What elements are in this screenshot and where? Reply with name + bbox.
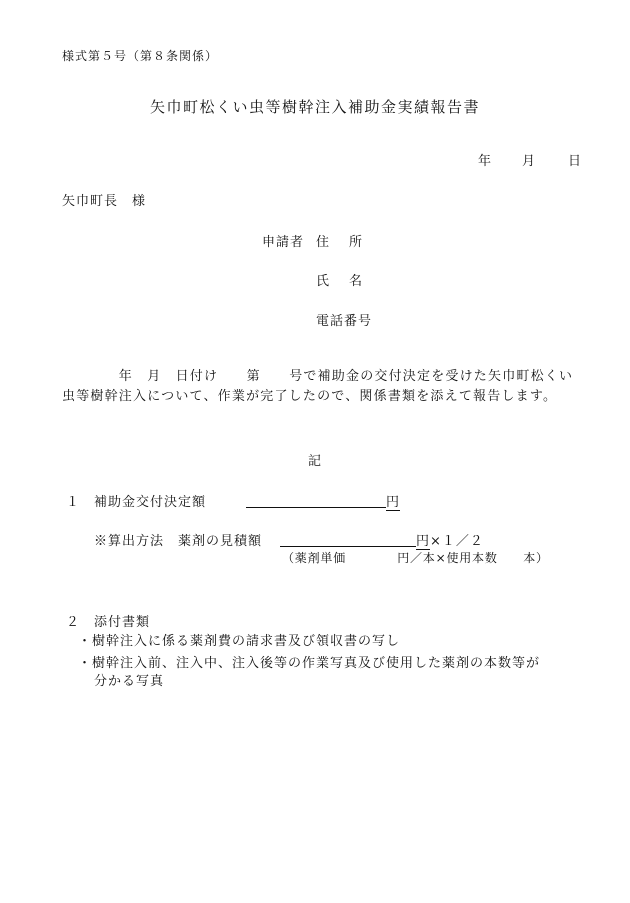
item2-label: 添付書類 [94, 615, 151, 630]
addressee: 矢巾町長 様 [62, 194, 147, 209]
name-label: 氏名 [316, 274, 383, 289]
calc-formula: ×１／２ [430, 534, 484, 549]
item1-label: 補助金交付決定額 [94, 495, 207, 510]
item2-number: ２ [66, 615, 81, 630]
form-number: 様式第５号（第８条関係） [62, 49, 219, 63]
date-day: 日 [568, 154, 583, 169]
item1-yen: 円 [386, 491, 400, 511]
document-title: 矢巾町松くい虫等樹幹注入補助金実績報告書 [149, 98, 480, 116]
calc-method-label: ※算出方法 薬剤の見積額 [94, 534, 263, 549]
phone-label: 電話番号 [316, 314, 373, 329]
calc-yen: 円 [416, 534, 431, 549]
calc-yen-formula [416, 530, 484, 549]
report-body-text: 年 月 日付け 第 号で補助金の交付決定を受けた矢巾町松くい虫等樹幹注入について、作業が完了したので、関係書類を添えて報告します。 [62, 369, 574, 404]
grant-amount-blank [246, 491, 386, 508]
attachment-item-2: ・樹幹注入前、注入中、注入後等の作業写真及び使用した薬剤の本数等が [78, 656, 541, 671]
item1-number: １ [66, 495, 81, 510]
attachment-item-2-continued: 分かる写真 [94, 674, 165, 689]
attachment-item-1: ・樹幹注入に係る薬剤費の請求書及び領収書の写し [78, 634, 401, 649]
ki-heading: 記 [307, 454, 322, 469]
date-month: 月 [522, 154, 537, 169]
calc-detail: （薬剤単価 円／本×使用本数 本） [282, 551, 549, 565]
applicant-label: 申請者 [262, 235, 305, 250]
address-label: 住所 [316, 235, 383, 250]
estimate-amount-blank [280, 530, 416, 547]
date-year: 年 [478, 154, 493, 169]
